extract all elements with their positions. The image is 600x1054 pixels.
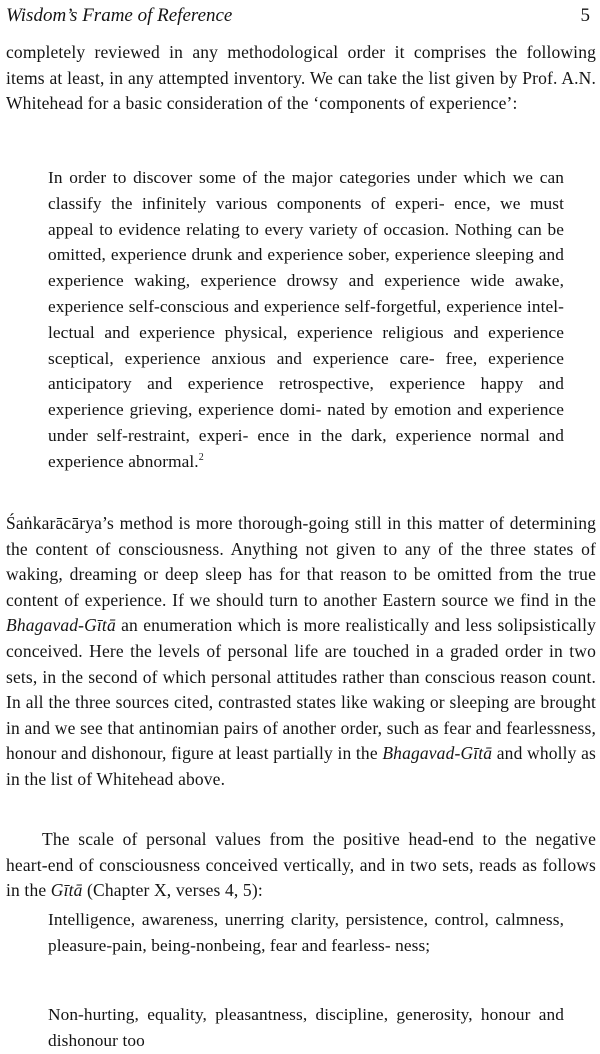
scale-text-part-2: (Chapter X, verses 4, 5): — [82, 880, 263, 901]
gita-verse-4-text: Intelligence, awareness, unerring clarity, persistence, control, calmness, pleasure-pain, being-nonbeing, fear and fearless- ness; — [48, 910, 564, 955]
gita-short-title: Gītā — [50, 880, 83, 901]
running-head-title: Wisdom’s Frame of Reference — [6, 5, 233, 26]
gita-verse-5-text: Non-hurting, equality, pleasantness, discipline, generosity, honour and dishonour too — [48, 1005, 564, 1050]
sankara-text-part-3: and wholly as in the list of Whitehead above. — [6, 743, 596, 789]
sankaracarya-paragraph — [6, 511, 596, 793]
intro-paragraph — [6, 40, 596, 117]
intro-text: completely reviewed in any methodological order it comprises the following items at least, in any attempted inventory. We can take the list given by Prof. A.N. Whitehead for a basic consideration of the ‘components of experience’: — [6, 42, 596, 114]
page-number: 5 — [580, 5, 590, 26]
whitehead-quotation-text: In order to discover some of the major categories under which we can classify the infinitely various components of experi- ence, we must appeal to evidence relating to every variety of occasion. Nothing can be omitted, experience drunk and experience sober, experience sleeping and experience waking, experience drowsy and experience wide awake, experience self-conscious and experience self-forgetful, experience intel- lectual and experience physical, experience religious and experience sceptical, experience anxious and experience care- free, experience anticipatory and experience retrospective, experience happy and experience grieving, experience domi- nated by emotion and experience under self-restraint, experi- ence in the dark, experience normal and experience abnormal. — [48, 168, 564, 471]
gita-verse-4-quotation — [48, 907, 564, 959]
scale-of-values-paragraph — [6, 827, 596, 904]
gita-title-2: Bhagavad-Gītā — [382, 743, 493, 764]
sankara-text-part-1: Śaṅkarācārya’s method is more thorough-going still in this matter of determining the content of consciousness. Anything not given to any of the three states of waking, dreaming or deep sleep has for that reason to be omitted from the true content of experience. If we should turn to another Eastern source we find in the — [6, 513, 596, 610]
running-head — [6, 4, 590, 28]
gita-title-1: Bhagavad-Gītā — [6, 615, 116, 636]
scale-text-part-1: The scale of personal values from the positive head-end to the negative heart-end of consciousness conceived vertically, and in two sets, reads as follows in the — [6, 829, 596, 901]
gita-verse-5-quotation — [48, 1002, 564, 1054]
sankara-text-part-2: an enumeration which is more realistically and less solipsistically conceived. Here the levels of personal life are touched in a graded order in two sets, in the second of which personal attitudes rather than conscious reason count. In all the three sources cited, contrasted states like waking or sleeping are brought in and we see that antinomian pairs of another order, such as fear and fearlessness, honour and dishonour, figure at least partially in the — [6, 615, 596, 764]
whitehead-quotation — [48, 165, 564, 475]
footnote-mark: 2 — [198, 451, 204, 463]
